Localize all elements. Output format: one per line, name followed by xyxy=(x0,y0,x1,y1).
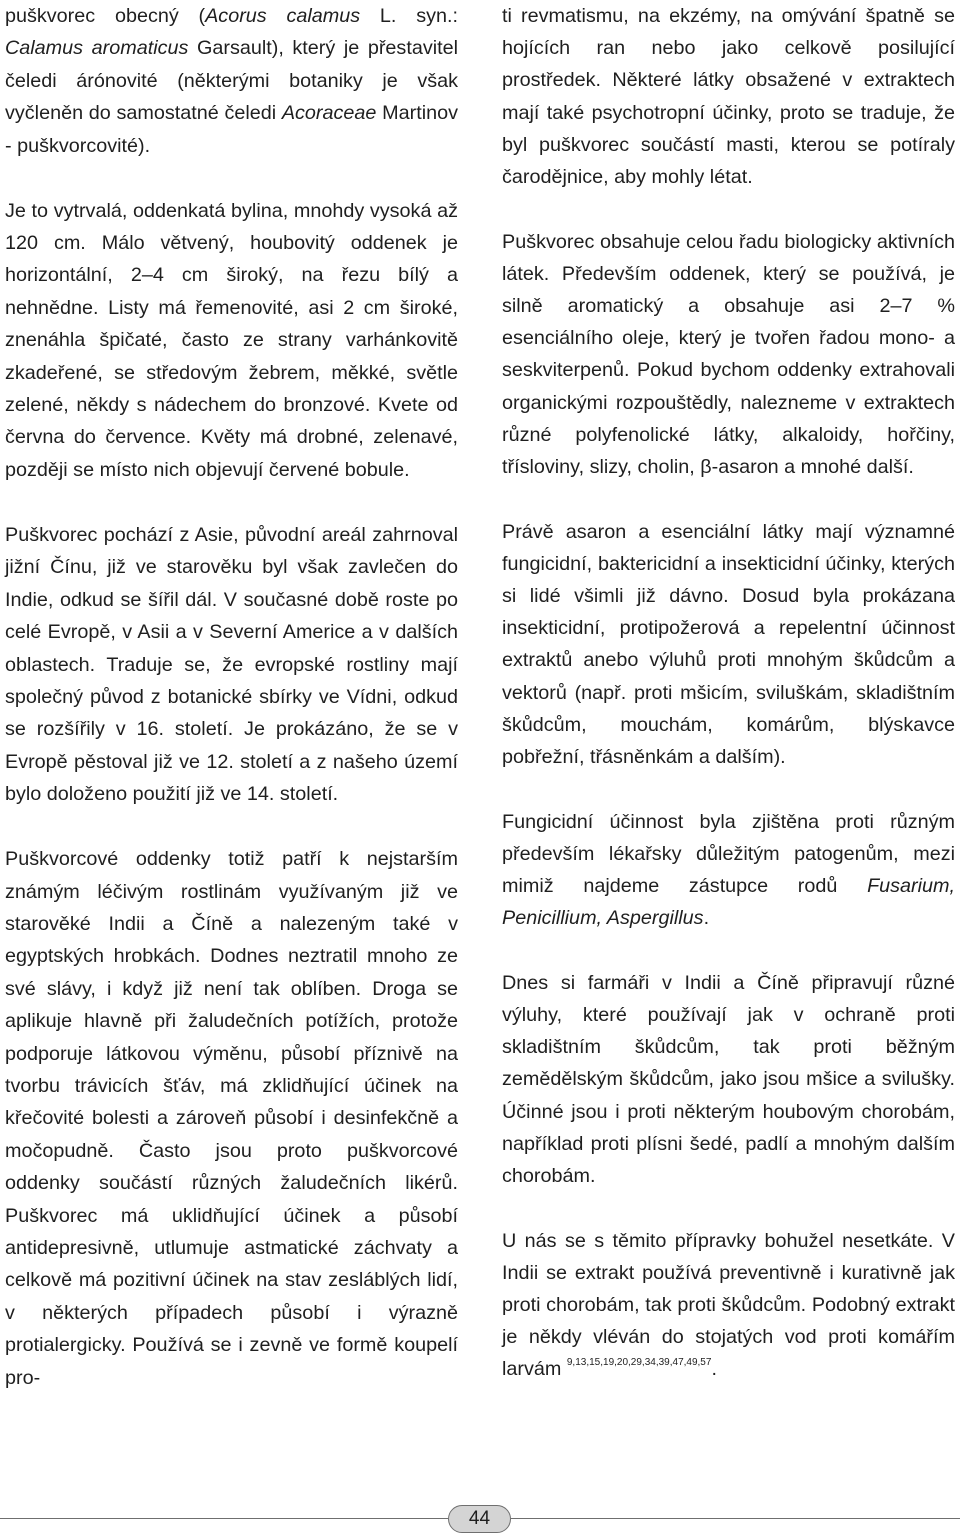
paragraph-agricultural-use: Dnes si farmáři v Indii a Číně připravují různé výluhy, které používají jak v ochraně proti skladištním škůdcům, tak proti běžným zemědělským škůdcům, jako jsou mšice a svilušky. Účinné jsou i proti některým houbovým chorobám, například proti plísni šedé, padlí a mnohým dalším chorobám. xyxy=(502,971,955,1188)
paragraph-origin-distribution: Puškvorec pochází z Asie, původní areál zahrnoval jižní Čínu, již ve starověku byl však zavlečen do Indie, odkud se šířil dál. V současné době roste po celé Evropě, v Asii a v Severní Americe a v dalších oblastech. Traduje se, že evropské rostliny mají společný původ z botanické sbírky ve Vídni, odkud se rozšířily v 16. století. Je prokázáno, že se v Evropě pěstoval již ve 12. století a z našeho území bylo doloženo použití již ve 14. století. xyxy=(5,523,458,806)
right-column xyxy=(502,0,955,1386)
paragraph-species-intro: puškvorec obecný (Acorus calamus L. syn.: Calamus aromaticus Garsault), který je přestavitel čeledi árónovité (některými botaniky je však vyčleněn do samostatné čeledi Acoraceae Martinov - puškvorcovité). xyxy=(5,5,458,157)
paragraph-fungicidal-effects: Fungicidní účinnost byla zjištěna proti různým především lékařsky důležitým patogenům, mezi mimiž najdeme zástupce rodů Fusarium, Penicillium, Aspergillus. xyxy=(502,810,955,930)
paragraph-medicinal-use: Puškvorcové oddenky totiž patří k nejstarším známým léčivým rostlinám využívaným již ve starověké Indii a Číně a nalezeným také v egyptských hrobkách. Dodnes neztratil mnoho ze své slávy, i když již není tak oblíben. Droga se aplikuje hlavně při žaludečních potížích, protože podporuje látkovou výměnu, působí příznivě na tvorbu trávicích šťáv, má zklidňující účinek na křečovité bolesti a zároveň působí i desinfekčně a močopudně. Často jsou proto puškvorcové oddenky součástí různých žaludečních likérů. Puškvorec má uklidňující účinek a působí antidepresivně, utlumuje astmatické záchvaty a celkově má pozitivní účinek na stav zesláblých lidí, v některých případech působí i výrazně protialergicky. Používá se i zevně ve formě koupelí pro- xyxy=(5,848,458,1389)
latin-genera-names: Fusarium, Penicillium, Aspergillus xyxy=(502,875,955,930)
latin-name-acoraceae: Acoraceae xyxy=(281,102,377,125)
latin-name-calamus-aromaticus: Calamus aromaticus xyxy=(5,37,189,60)
latin-name-acorus-calamus: Acorus calamus xyxy=(205,5,361,27)
footer-rule-right xyxy=(511,1518,960,1519)
paragraph-medicinal-use-continued: ti revmatismu, na ekzémy, na omývání špatně se hojících ran nebo jako celkově posilující prostředek. Některé látky obsažené v extraktech mají také psychotropní účinky, proto se traduje, že byl puškvorec součástí masti, kterou se potíraly čarodějnice, aby mohly létat. xyxy=(502,5,955,189)
paragraph-preventive-use: U nás se s těmito přípravky bohužel nesetkáte. V Indii se extrakt používá preventivně i kurativně jak proti chorobám, tak proti škůdcům. Podobný extrakt je někdy vléván do stojatých vod proti komářím larvám $^{9,13,15,19,20,29,34,39,47,49,57}$. xyxy=(502,1229,955,1381)
reference-citations: 9,13,15,19,20,29,34,39,47,49,57 xyxy=(566,1357,712,1369)
footer-rule-left xyxy=(0,1518,448,1519)
paragraph-plant-description: Je to vytrvalá, oddenkatá bylina, mnohdy vysoká až 120 cm. Málo větvený, houbovitý oddenek je horizontální, 2–4 cm široký, na řezu bílý a nehnědne. Listy má řemenovité, asi 2 cm široké, znenáhla špičaté, často ze strany varhánkovitě zkadeřené, se středovým žebrem, měkké, světle zelené, někdy s nádechem do bronzové. Kvete od června do července. Květy má drobné, zelenavé, později se místo nich objevují červené bobule. xyxy=(5,199,458,481)
left-column xyxy=(5,0,458,1394)
paragraph-insecticidal-effects: Právě asaron a esenciální látky mají významné fungicidní, baktericidní a insekticidní účinky, kterých si lidé všimli již dávno. Dosud byla prokázana insekticidní, protipožerová a repelentní účinnost extraktů anebo výluhů proti mnohým škůdcům a vektorů (např. proti mšicím, sviluškám, skladištním škůdcům, mouchám, komárům, blýskavce pobřežní, třásněnkám a dalším). xyxy=(502,520,955,769)
paragraph-active-compounds: Puškvorec obsahuje celou řadu biologicky aktivních látek. Především oddenek, který se používá, je silně aromatický a obsahuje asi 2–7 % esenciálního oleje, který je tvořen řadou mono- a seskviterpenů. Pokud bychom oddenky extrahovali organickými rozpouštědly, nalezneme v extraktech různé polyfenolické látky, alkaloidy, hořčiny, třísloviny, slizy, cholin, β-asaron a mnohé další. xyxy=(502,230,955,479)
page-number: 44 xyxy=(448,1505,511,1533)
page-footer xyxy=(0,1505,960,1535)
